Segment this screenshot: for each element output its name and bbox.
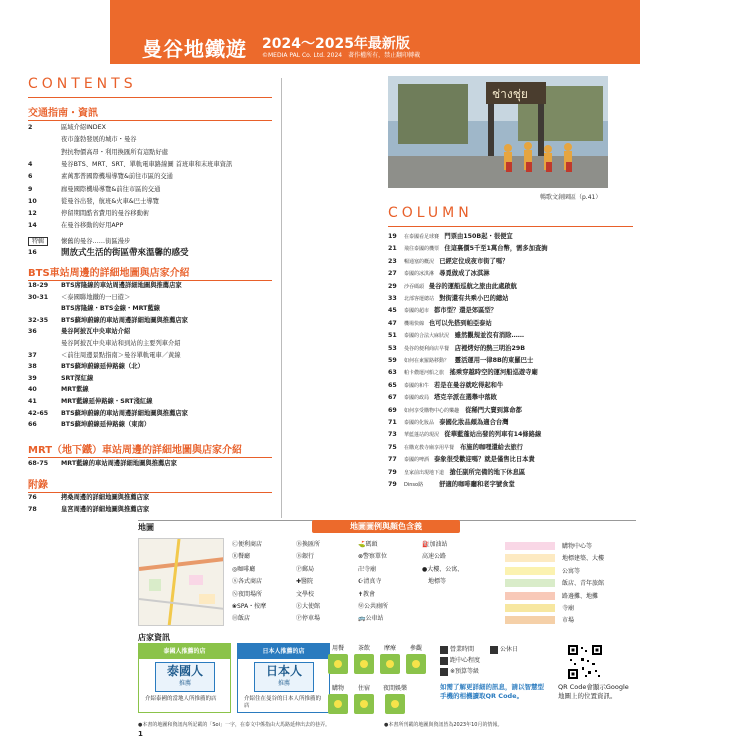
legend-item: Ⓑ換匯所 bbox=[296, 541, 321, 548]
category-label: 住宿 bbox=[357, 685, 370, 692]
swatch-label: 購物中心等 bbox=[562, 543, 593, 550]
column-title: 曼谷的運船巡航之旅由此處啟航 bbox=[428, 282, 517, 290]
legend-item: ◎咖啡廳 bbox=[232, 565, 256, 573]
color-swatch bbox=[505, 592, 555, 600]
column-title: 從稀門大賣到算命都 bbox=[465, 406, 522, 414]
column-page: 27 bbox=[388, 270, 397, 278]
column-page: 33 bbox=[388, 295, 397, 302]
contents-heading: CONTENTS bbox=[28, 76, 137, 92]
category-label: 夜間娛樂 bbox=[382, 685, 407, 692]
photo-image bbox=[388, 76, 608, 188]
section-title bbox=[28, 476, 272, 493]
column-page: 19 bbox=[388, 233, 397, 240]
column-topic: 暢通塞的概況 bbox=[404, 258, 435, 265]
column-page: 63 bbox=[388, 369, 397, 377]
badge-big: 泰國人 bbox=[166, 664, 203, 678]
card-head: 泰國人推薦的店 bbox=[139, 644, 230, 659]
category-icon bbox=[406, 654, 426, 674]
toc-title: ＜前往周邊景點指南＞曼谷單軌電車／黃線 bbox=[61, 351, 181, 359]
toc-page: 4 bbox=[28, 160, 33, 168]
swatch-label: 路邊攤、地攤 bbox=[562, 592, 599, 600]
column-topic: 如何享受購物中心的樂趣 bbox=[404, 407, 460, 414]
column-page: 75 bbox=[388, 443, 397, 451]
badge-small: 推薦 bbox=[178, 680, 191, 687]
column-topic: 帕卡儂運河船之旅 bbox=[404, 370, 445, 377]
toc-page: 37 bbox=[28, 351, 37, 359]
info-icon bbox=[490, 646, 498, 654]
toc-page: 76 bbox=[28, 494, 37, 501]
toc-title: 曼谷BTS、MRT、SRT、單軌電車路線圖 首班車和末班車資訊 bbox=[61, 160, 233, 168]
legend-item: Ⓢ各式商店 bbox=[232, 578, 263, 586]
category-label: 茶飲 bbox=[357, 645, 370, 652]
badge-small: 推薦 bbox=[277, 680, 290, 687]
toc-title: 皇宮周邊的詳細地圖與推薦店家 bbox=[61, 506, 150, 513]
toc-page: 2 bbox=[28, 124, 33, 131]
map-label: 地圖 bbox=[138, 523, 154, 532]
category-icon bbox=[354, 654, 374, 674]
toc-title: 區域介紹INDEX bbox=[61, 124, 106, 131]
category-label: 摩療 bbox=[383, 645, 396, 652]
column-page: 79 bbox=[388, 481, 397, 488]
column-title: 布施的咖哩還給去旅行 bbox=[460, 443, 523, 451]
info-label: ※預算等級 bbox=[450, 668, 480, 675]
column-divider bbox=[388, 226, 633, 227]
section-title bbox=[28, 264, 272, 281]
column-topic: 泰國的冰淇淋 bbox=[404, 271, 435, 278]
legend-item: Ⓡ餐廳 bbox=[232, 553, 251, 561]
section-underline bbox=[28, 492, 272, 493]
toc-page: 78 bbox=[28, 506, 37, 513]
swatch-label: 市場 bbox=[562, 617, 575, 625]
category-label: 購物 bbox=[331, 685, 344, 692]
legend-item: ✝教會 bbox=[358, 590, 376, 598]
column-title: 搖乘穿越時空的運河船巡遊寺廟 bbox=[449, 369, 538, 377]
column-page: 77 bbox=[388, 456, 397, 464]
column-title: 對街還有共乘小巴的總站 bbox=[439, 295, 509, 302]
toc-title: ＜泰國聯地鐵的一日遊＞ bbox=[61, 293, 131, 301]
info-label: 距中心程度 bbox=[450, 657, 481, 664]
info-item bbox=[440, 667, 479, 677]
toc-title: BTS席隆線的車站周邊詳細地圖與推薦店家 bbox=[61, 282, 182, 289]
column-page: 65 bbox=[388, 381, 397, 389]
info-icon bbox=[440, 668, 448, 676]
toc-page: 41 bbox=[28, 398, 37, 405]
toc-title: MRT藍線的車站周邊詳細地圖與推薦店家 bbox=[61, 460, 177, 467]
toc-title: MRT紫線 bbox=[61, 386, 89, 394]
color-swatch bbox=[505, 567, 555, 575]
info-icon bbox=[440, 657, 448, 665]
qr-instruction: 如需了解更詳細的訊息，請以智慧型手機的相機讀取QR Code。 bbox=[440, 683, 544, 700]
column-page: 51 bbox=[388, 332, 397, 340]
toc-page: 16 bbox=[28, 249, 37, 256]
column-topic: 在購克教寺廟享用早餐 bbox=[404, 444, 455, 451]
column-page: 29 bbox=[388, 282, 397, 290]
column-topic: Dinso路 bbox=[404, 482, 424, 488]
toc-page: 14 bbox=[28, 222, 37, 230]
toc-title: BTS蘇坤蔚線的車站周邊詳細地圖與推薦店家 bbox=[61, 409, 188, 417]
column-title: 舒適的咖啡廳和老字號食堂 bbox=[439, 481, 515, 488]
legend-item: Ⓗ飯店 bbox=[232, 615, 251, 623]
category-item bbox=[352, 643, 376, 674]
category-item bbox=[404, 643, 428, 674]
column-page: 67 bbox=[388, 394, 397, 402]
column-topic: 華藍蓬站的現況 bbox=[404, 432, 440, 439]
column-title: 住這裏價5千至1萬台幣，需多加查詢 bbox=[444, 245, 548, 253]
column-topic: 如何在東羅路移動？ bbox=[404, 358, 450, 364]
swatch-label: 公寓等 bbox=[562, 567, 581, 575]
color-swatch bbox=[505, 554, 555, 562]
category-item bbox=[378, 643, 402, 674]
column-page: 21 bbox=[388, 245, 397, 253]
card-head: 日本人推薦的店 bbox=[238, 644, 329, 659]
header bbox=[110, 0, 640, 64]
photo-caption: 暢歌文創園區（p.41） bbox=[540, 194, 602, 201]
toc-page: 32-35 bbox=[28, 316, 49, 324]
column-topic: 泰國的啤酒 bbox=[404, 457, 430, 464]
divider bbox=[28, 97, 272, 98]
footnote: ●本書的地圖和資訊內所記載的「Soi」一字，在泰文中係指由大馬路延伸出去的巷弄。 bbox=[138, 722, 330, 728]
category-icon bbox=[354, 694, 374, 714]
legend-item: 文學校 bbox=[296, 590, 315, 598]
footnote: ●本書所刊載的地圖與資訊皆為2023年10月的情報。 bbox=[384, 722, 503, 728]
qr-note: QR Code會顯示Google地圖上的位置資訊。 bbox=[558, 683, 629, 700]
legend-item: ⛽加油站 bbox=[422, 541, 448, 548]
info-item bbox=[490, 645, 518, 655]
toc-title: 在曼谷移動的好用APP bbox=[61, 222, 124, 230]
column-title: 塔克辛派在選舉中落敗 bbox=[434, 394, 497, 402]
legend-title: 地圖圖例與顏色含義 bbox=[312, 520, 460, 533]
legend-item: 高速公路 bbox=[422, 553, 447, 561]
card-badge bbox=[254, 662, 314, 692]
column-page: 53 bbox=[388, 344, 397, 352]
info-label: 營業時間 bbox=[450, 646, 475, 653]
column-topic: 沙吞碼頭 bbox=[404, 283, 425, 290]
legend-item: Ⓟ郵局 bbox=[296, 565, 315, 573]
column-title: 已經定位成夜市街了嗎？ bbox=[439, 257, 509, 265]
toc-title: 素萬那普國際機場導覽&前往市區的交通 bbox=[61, 173, 173, 181]
legend-item: Ⓑ銀行 bbox=[296, 553, 315, 561]
special-sub-text: 懷舊的曼谷……街區漫步 bbox=[61, 238, 131, 245]
vertical-divider bbox=[281, 78, 282, 518]
legend-item: Ⓝ夜間場所 bbox=[232, 590, 263, 598]
legend-item: ❀SPA・按摩 bbox=[232, 603, 267, 610]
jp-recommend-card bbox=[237, 643, 330, 713]
toc-page: 12 bbox=[28, 210, 37, 218]
toc-title: BTS席隆線・BTS金線・MRT藍線 bbox=[61, 305, 161, 313]
legend-item: 卍寺廟 bbox=[358, 565, 377, 573]
column-topic: 飛往泰國的機票 bbox=[404, 246, 440, 253]
shop-label: 店家資訊 bbox=[138, 633, 170, 642]
column-title: 靈活運用一律8B的東羅巴士 bbox=[454, 357, 534, 364]
photo bbox=[388, 76, 608, 188]
book-title: 曼谷地鐵遊 bbox=[142, 37, 247, 61]
thai-recommend-card bbox=[138, 643, 231, 713]
toc-page: 68-75 bbox=[28, 460, 49, 467]
category-item bbox=[378, 683, 412, 714]
badge-big: 日本人 bbox=[265, 664, 302, 678]
swatch-label: 飯店、青年旅館 bbox=[562, 580, 605, 588]
svg-text:ช่างชุ่ย: ช่างชุ่ย bbox=[492, 87, 528, 101]
info-item bbox=[440, 645, 474, 655]
category-item bbox=[326, 683, 350, 714]
toc-page: 30-31 bbox=[28, 293, 49, 301]
section-underline bbox=[28, 120, 272, 121]
column-title: 泰象很受歡迎嗎？就是僅售比日本貴 bbox=[434, 456, 535, 464]
legend-item: ☪清真寺 bbox=[358, 578, 382, 586]
swatch-label: 地標建築、大樓 bbox=[562, 555, 605, 563]
info-icon bbox=[440, 646, 448, 654]
copyright: ©MEDIA PAL Co. Ltd. 2024 著作權所有，禁止翻印轉載 bbox=[262, 52, 421, 59]
column-topic: 泰國的合法大麻狀況 bbox=[404, 333, 450, 340]
category-label: 用餐 bbox=[331, 645, 344, 652]
legend-item: Ⓦ公共廁所 bbox=[358, 603, 389, 610]
column-topic: 北部客運總站 bbox=[404, 296, 435, 302]
column-topic: 曼谷的便利商店早餐 bbox=[404, 345, 450, 352]
legend-item: ⊗警察單位 bbox=[358, 553, 388, 561]
column-topic: 泰國的超市 bbox=[404, 308, 430, 315]
category-icon bbox=[328, 694, 348, 714]
color-swatch bbox=[505, 616, 555, 624]
color-swatch bbox=[505, 604, 555, 612]
toc-title: 拷桑周邊的詳細地圖與推薦店家 bbox=[61, 494, 150, 501]
toc-title: 開放式生活的街區帶來溫馨的感受 bbox=[61, 248, 189, 258]
section-underline bbox=[28, 457, 272, 458]
column-topic: 機場快線 bbox=[404, 320, 425, 327]
toc-title: MRT藍線延伸路線・SRT淺紅線 bbox=[61, 398, 153, 405]
toc-title: SRT深紅線 bbox=[61, 374, 94, 382]
legend-item: 🚌公車站 bbox=[358, 615, 384, 623]
card-badge bbox=[155, 662, 215, 692]
legend-item: Ⓟ停車場 bbox=[296, 615, 321, 623]
column-title: 雖然觀規並沒有消除…… bbox=[454, 332, 525, 340]
category-icon bbox=[328, 654, 348, 674]
color-swatch bbox=[505, 579, 555, 587]
toc-page: 39 bbox=[28, 374, 37, 382]
toc-page: 38 bbox=[28, 363, 37, 371]
section-title bbox=[28, 441, 272, 458]
column-page: 59 bbox=[388, 357, 397, 364]
category-item bbox=[326, 643, 350, 674]
toc-title: 廊曼國際機場導覽&前往市區的交通 bbox=[61, 185, 161, 193]
info-label: 公休日 bbox=[500, 646, 519, 653]
section-title-text: MRT（地下鐵）車站周邊的詳細地圖與店家介紹 bbox=[28, 445, 243, 456]
toc-title: 曼谷阿披瓦中央車站介紹 bbox=[61, 328, 131, 336]
card-desc: 介紹住在曼谷的日本人所推薦的店 bbox=[244, 696, 322, 709]
column-page: 73 bbox=[388, 431, 397, 439]
toc-page: 9 bbox=[28, 185, 33, 193]
column-topic: 皇家前出現地下道 bbox=[404, 469, 445, 476]
section-title-text: 交通指南・資訊 bbox=[28, 108, 98, 119]
legend-item: ⛳碼頭 bbox=[358, 541, 378, 548]
toc-title: 夜市蓬勃發展的城市・曼谷 bbox=[61, 136, 137, 144]
category-icon bbox=[380, 654, 400, 674]
section-title-text: 附錄 bbox=[28, 480, 48, 491]
toc-title: BTS蘇坤蔚線的車站周邊詳細地圖與推薦店家 bbox=[61, 316, 188, 324]
column-page: 69 bbox=[388, 406, 397, 414]
toc-title: BTS蘇坤蔚線延伸路線（東南） bbox=[61, 421, 151, 429]
edition-label: 2024～2025年最新版 bbox=[262, 36, 410, 52]
column-page: 45 bbox=[388, 307, 397, 315]
swatch-label: 寺廟 bbox=[562, 605, 575, 612]
column-title: 門票由150B起・很便宜 bbox=[444, 233, 513, 240]
column-topic: 泰國的和牛 bbox=[404, 382, 430, 389]
column-page: 23 bbox=[388, 257, 397, 265]
toc-page: 18-29 bbox=[28, 282, 49, 289]
toc-title: 對抗物價高昂・利用換匯所有這點好處 bbox=[61, 148, 169, 156]
legend-item: ✚醫院 bbox=[296, 578, 314, 586]
toc-page: 42-65 bbox=[28, 409, 49, 417]
column-page: 71 bbox=[388, 419, 397, 426]
column-topic: 在泰國看足球賽 bbox=[404, 234, 440, 240]
column-title: 尋覓做成了冰淇淋 bbox=[439, 270, 490, 278]
toc-page: 66 bbox=[28, 421, 37, 429]
column-title: 泰國化妝品頗為適合台灣 bbox=[439, 419, 509, 426]
toc-page: 36 bbox=[28, 328, 37, 336]
toc-page: 6 bbox=[28, 173, 33, 181]
card-desc: 介紹泰國的當地人所推薦的店 bbox=[145, 696, 217, 702]
column-title: 若是在曼谷就吃得起和牛 bbox=[434, 381, 504, 389]
section-title bbox=[28, 104, 272, 121]
special-tag: 特輯 bbox=[28, 237, 48, 246]
column-topic: 泰國的政局 bbox=[404, 395, 430, 402]
toc-page: 40 bbox=[28, 386, 37, 394]
legend-item: Ⓒ便利商店 bbox=[232, 541, 263, 548]
column-title: 從華藍蓬站出發的列車有14條路線 bbox=[444, 431, 542, 439]
toc-title: 從曼谷出發，航班&火車&巴士導覽 bbox=[61, 197, 159, 205]
category-item bbox=[352, 683, 376, 714]
column-topic: 泰國的化妝品 bbox=[404, 420, 435, 426]
page-number: 1 bbox=[138, 730, 143, 738]
legend-item: ●大樓、公寓、 bbox=[422, 565, 464, 573]
column-title: 也可以先搭到帕亞泰站 bbox=[428, 319, 492, 327]
column-title: 搶任副所完備的地下休息區 bbox=[449, 468, 526, 476]
column-page: 47 bbox=[388, 319, 397, 327]
column-title: 都市型？還是郊區型？ bbox=[434, 307, 497, 315]
toc-page: 10 bbox=[28, 197, 37, 205]
category-icon bbox=[385, 694, 405, 714]
toc-title: 停留期間酷省費用的曼谷移動術 bbox=[61, 210, 150, 218]
color-swatch bbox=[505, 542, 555, 550]
toc-title: BTS蘇坤蔚線延伸路線（北） bbox=[61, 363, 144, 371]
column-heading: COLUMN bbox=[388, 205, 473, 221]
column-page: 79 bbox=[388, 468, 397, 476]
column-title: 店裡烤好的熱三明治29B bbox=[454, 344, 526, 352]
qr-code bbox=[568, 645, 602, 679]
section-underline bbox=[28, 280, 272, 281]
toc-title: 曼谷阿披瓦中央車站和到站的主要列車介紹 bbox=[61, 340, 181, 347]
legend-item: Ⓔ大使館 bbox=[296, 603, 321, 610]
category-label: 參觀 bbox=[409, 645, 422, 652]
legend-item: 地標等 bbox=[422, 578, 447, 586]
info-item bbox=[440, 656, 480, 666]
map-thumbnail bbox=[138, 538, 224, 626]
section-title-text: BTS車站周邊的詳細地圖與店家介紹 bbox=[28, 268, 190, 279]
